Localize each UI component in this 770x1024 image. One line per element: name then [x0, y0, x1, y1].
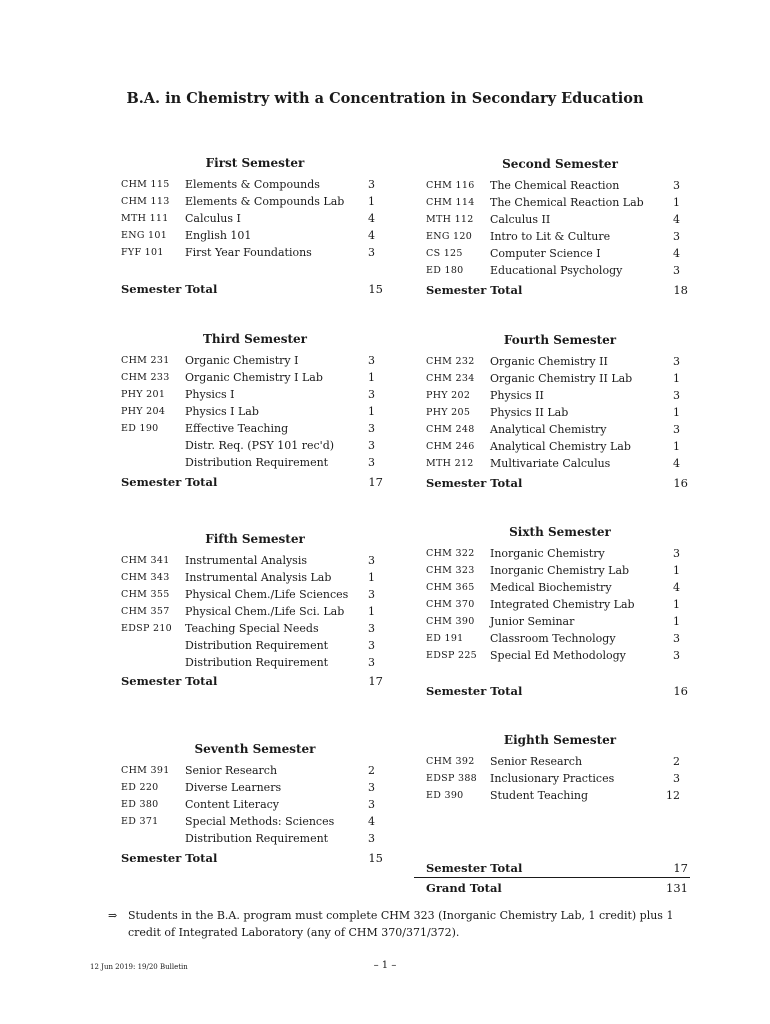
course-name: Medical Biochemistry — [490, 581, 612, 594]
course-name: Diverse Learners — [185, 781, 282, 794]
course-credits: 3 — [673, 179, 680, 192]
course-name: Senior Research — [185, 764, 278, 777]
course-code: ED 191 — [426, 633, 464, 644]
course-credits: 3 — [673, 230, 680, 243]
semester-title: Sixth Semester — [509, 525, 611, 539]
course-code: ENG 120 — [426, 231, 473, 242]
semester-title: Second Semester — [502, 157, 618, 171]
course-code: MTH 111 — [121, 213, 169, 224]
course-name: Inorganic Chemistry Lab — [490, 564, 630, 577]
course-credits: 1 — [368, 605, 375, 618]
course-credits: 2 — [673, 755, 680, 768]
course-credits: 3 — [368, 246, 375, 259]
course-name: Inorganic Chemistry — [490, 547, 605, 560]
semester-total-row — [121, 849, 383, 867]
course-name: Senior Research — [490, 755, 583, 768]
course-row — [121, 437, 389, 454]
course-row — [121, 420, 389, 437]
course-row — [426, 404, 694, 421]
course-name: Organic Chemistry I — [185, 354, 299, 367]
course-name: Distr. Req. (PSY 101 rec'd) — [185, 439, 335, 452]
course-row — [426, 579, 694, 596]
course-credits: 3 — [368, 781, 375, 794]
course-row — [426, 596, 694, 613]
semester-title: First Semester — [205, 156, 305, 170]
course-credits: 3 — [673, 264, 680, 277]
course-credits: 4 — [368, 212, 375, 225]
semester-total-value: 17 — [368, 674, 383, 688]
course-name: Teaching Special Needs — [185, 622, 319, 635]
course-code: ED 390 — [426, 790, 464, 801]
course-code: CHM 343 — [121, 572, 170, 583]
course-name: Organic Chemistry II Lab — [490, 372, 633, 385]
course-row — [426, 647, 694, 664]
course-code: CHM 231 — [121, 355, 170, 366]
course-code: PHY 204 — [121, 406, 166, 417]
course-row — [426, 211, 694, 228]
semester-title: Fourth Semester — [503, 333, 617, 347]
course-code: CHM 357 — [121, 606, 170, 617]
semester-total-row — [426, 474, 688, 492]
semester-block — [426, 523, 694, 664]
course-credits: 3 — [673, 649, 680, 662]
course-code: ENG 101 — [121, 230, 168, 241]
course-name: Instrumental Analysis — [185, 554, 307, 567]
course-name: Intro to Lit & Culture — [490, 230, 611, 243]
semester-total-row — [426, 281, 688, 299]
course-code: CHM 365 — [426, 582, 475, 593]
program-note-text: Students in the B.A. program must complete CHM 323 (Inorganic Chemistry Lab, 1 credit) plus 1 credit of Integrated Laboratory (any of CHM 370/371/372). — [128, 909, 674, 939]
semester-block — [426, 331, 694, 472]
course-code: CHM 246 — [426, 441, 475, 452]
course-name: Elements & Compounds Lab — [185, 195, 345, 208]
course-name: Physics I — [185, 388, 235, 401]
course-credits: 3 — [673, 423, 680, 436]
semester-total-value: 17 — [368, 475, 383, 489]
course-row — [121, 210, 389, 227]
course-row — [121, 454, 389, 471]
course-credits: 1 — [673, 372, 680, 385]
course-row — [121, 244, 389, 261]
course-code: FYF 101 — [121, 247, 164, 258]
semester-block — [426, 731, 694, 804]
course-code: PHY 205 — [426, 407, 471, 418]
course-name: The Chemical Reaction — [490, 179, 620, 192]
grand-total-row — [426, 879, 688, 897]
course-name: First Year Foundations — [185, 246, 312, 259]
course-name: Physics II — [490, 389, 544, 402]
course-credits: 1 — [368, 405, 375, 418]
course-code: MTH 212 — [426, 458, 474, 469]
course-name: Distribution Requirement — [185, 832, 329, 845]
course-name: Inclusionary Practices — [490, 772, 615, 785]
semester-total-value: 16 — [673, 684, 688, 698]
course-row — [426, 177, 694, 194]
course-credits: 1 — [368, 371, 375, 384]
course-credits: 3 — [368, 639, 375, 652]
course-row — [121, 403, 389, 420]
course-name: Content Literacy — [185, 798, 279, 811]
course-code: CHM 392 — [426, 756, 475, 767]
course-row — [426, 455, 694, 472]
semester-total-row — [121, 473, 383, 491]
course-credits: 3 — [673, 355, 680, 368]
bulletin-date: 12 Jun 2019: 19/20 Bulletin — [90, 963, 188, 971]
course-credits: 3 — [368, 178, 375, 191]
semester-total-label: Semester Total — [426, 283, 523, 297]
course-name: Analytical Chemistry — [490, 423, 607, 436]
course-credits: 3 — [673, 632, 680, 645]
grand-total-value: 131 — [666, 881, 688, 895]
course-code: ED 380 — [121, 799, 159, 810]
grand-total-rule — [414, 877, 690, 878]
semester-total-row — [426, 859, 688, 877]
semester-total-value: 15 — [368, 851, 383, 865]
course-row — [121, 762, 389, 779]
course-name: Multivariate Calculus — [490, 457, 611, 470]
semester-block — [121, 530, 389, 671]
course-name: Educational Psychology — [490, 264, 623, 277]
course-row — [121, 830, 389, 847]
course-code: CHM 341 — [121, 555, 170, 566]
semester-block — [121, 154, 389, 261]
course-code: PHY 202 — [426, 390, 471, 401]
course-code: ED 371 — [121, 816, 159, 827]
course-row — [121, 569, 389, 586]
course-credits: 4 — [673, 213, 680, 226]
semester-total-label: Semester Total — [121, 674, 218, 688]
course-name: Computer Science I — [490, 247, 601, 260]
course-credits: 1 — [368, 195, 375, 208]
course-row — [121, 369, 389, 386]
course-name: Physics I Lab — [185, 405, 259, 418]
course-code: CHM 114 — [426, 197, 475, 208]
course-row — [121, 620, 389, 637]
course-row — [426, 421, 694, 438]
course-code: EDSP 388 — [426, 773, 478, 784]
course-credits: 3 — [368, 832, 375, 845]
course-credits: 3 — [368, 456, 375, 469]
course-credits: 4 — [368, 815, 375, 828]
course-credits: 1 — [673, 615, 680, 628]
course-row — [121, 352, 389, 369]
course-name: The Chemical Reaction Lab — [490, 196, 644, 209]
course-code: CHM 370 — [426, 599, 475, 610]
course-row — [426, 562, 694, 579]
course-code: CHM 233 — [121, 372, 170, 383]
course-name: Organic Chemistry II — [490, 355, 608, 368]
grand-total-label: Grand Total — [426, 881, 502, 895]
course-name: Elements & Compounds — [185, 178, 320, 191]
course-credits: 3 — [368, 798, 375, 811]
course-row — [121, 654, 389, 671]
semester-block — [121, 330, 389, 471]
course-credits: 1 — [673, 196, 680, 209]
course-code: CHM 322 — [426, 548, 475, 559]
course-credits: 3 — [673, 547, 680, 560]
course-code: CHM 232 — [426, 356, 475, 367]
course-credits: 3 — [673, 389, 680, 402]
semester-block — [121, 740, 389, 847]
course-name: Junior Seminar — [490, 615, 575, 628]
course-row — [426, 194, 694, 211]
course-row — [426, 262, 694, 279]
course-credits: 3 — [368, 554, 375, 567]
course-row — [121, 552, 389, 569]
course-code: ED 190 — [121, 423, 159, 434]
course-credits: 3 — [368, 588, 375, 601]
semester-total-value: 17 — [673, 861, 688, 875]
course-credits: 1 — [673, 440, 680, 453]
page-title: B.A. in Chemistry with a Concentration in Secondary Education — [126, 90, 644, 107]
course-row — [426, 387, 694, 404]
course-row — [426, 245, 694, 262]
course-name: Physical Chem./Life Sci. Lab — [185, 605, 345, 618]
course-name: Distribution Requirement — [185, 656, 329, 669]
course-name: Distribution Requirement — [185, 639, 329, 652]
semester-total-value: 18 — [673, 283, 688, 297]
course-row — [121, 193, 389, 210]
semester-total-label: Semester Total — [426, 476, 523, 490]
semester-title: Fifth Semester — [205, 532, 305, 546]
course-credits: 1 — [673, 406, 680, 419]
course-code: CHM 248 — [426, 424, 475, 435]
course-credits: 12 — [666, 789, 680, 802]
course-row — [121, 603, 389, 620]
course-row — [426, 753, 694, 770]
course-name: Effective Teaching — [185, 422, 289, 435]
course-row — [121, 637, 389, 654]
course-name: Physics II Lab — [490, 406, 569, 419]
course-row — [121, 779, 389, 796]
semester-title: Eighth Semester — [503, 733, 617, 747]
course-row — [426, 545, 694, 562]
course-row — [426, 438, 694, 455]
semester-block — [426, 155, 694, 279]
semester-title: Seventh Semester — [194, 742, 316, 756]
course-name: Physical Chem./Life Sciences — [185, 588, 349, 601]
course-code: CHM 390 — [426, 616, 475, 627]
course-row — [121, 227, 389, 244]
course-credits: 4 — [673, 457, 680, 470]
course-name: Integrated Chemistry Lab — [490, 598, 635, 611]
course-credits: 1 — [673, 598, 680, 611]
course-row — [426, 353, 694, 370]
course-code: PHY 201 — [121, 389, 166, 400]
semester-title: Third Semester — [203, 332, 307, 346]
course-name: Special Methods: Sciences — [185, 815, 335, 828]
course-credits: 4 — [368, 229, 375, 242]
course-row — [426, 770, 694, 787]
course-name: Instrumental Analysis Lab — [185, 571, 332, 584]
course-row — [121, 386, 389, 403]
semester-total-value: 15 — [368, 282, 383, 296]
course-code: CHM 323 — [426, 565, 475, 576]
course-credits: 3 — [368, 422, 375, 435]
course-code: CHM 355 — [121, 589, 170, 600]
course-credits: 3 — [368, 388, 375, 401]
course-credits: 1 — [368, 571, 375, 584]
course-row — [121, 586, 389, 603]
course-credits: 3 — [673, 772, 680, 785]
course-row — [426, 613, 694, 630]
semester-total-row — [121, 672, 383, 690]
course-name: Organic Chemistry I Lab — [185, 371, 323, 384]
course-name: Analytical Chemistry Lab — [490, 440, 631, 453]
course-credits: 3 — [368, 439, 375, 452]
course-name: Distribution Requirement — [185, 456, 329, 469]
semester-total-label: Semester Total — [426, 861, 523, 875]
course-code: CHM 115 — [121, 179, 170, 190]
course-name: Special Ed Methodology — [490, 649, 626, 662]
course-name: Classroom Technology — [490, 632, 616, 645]
course-row — [426, 370, 694, 387]
course-credits: 2 — [368, 764, 375, 777]
course-credits: 4 — [673, 581, 680, 594]
course-row — [121, 796, 389, 813]
course-code: CHM 391 — [121, 765, 170, 776]
course-code: CHM 116 — [426, 180, 475, 191]
course-code: CHM 234 — [426, 373, 475, 384]
semester-total-row — [426, 682, 688, 700]
course-credits: 4 — [673, 247, 680, 260]
semester-total-label: Semester Total — [121, 282, 218, 296]
course-name: Calculus I — [185, 212, 241, 225]
course-credits: 1 — [673, 564, 680, 577]
course-code: CHM 113 — [121, 196, 170, 207]
course-code: ED 180 — [426, 265, 464, 276]
course-row — [426, 787, 694, 804]
course-code: ED 220 — [121, 782, 159, 793]
right-arrow-icon: ⇒ — [108, 909, 118, 922]
course-row — [426, 228, 694, 245]
semester-total-value: 16 — [673, 476, 688, 490]
course-code: EDSP 210 — [121, 623, 173, 634]
course-code: CS 125 — [426, 248, 463, 259]
semester-total-label: Semester Total — [121, 851, 218, 865]
semester-total-label: Semester Total — [121, 475, 218, 489]
course-code: EDSP 225 — [426, 650, 478, 661]
page-number: – 1 – — [373, 960, 397, 971]
course-row — [426, 630, 694, 647]
course-credits: 3 — [368, 622, 375, 635]
semester-total-label: Semester Total — [426, 684, 523, 698]
course-name: Student Teaching — [490, 789, 589, 802]
course-row — [121, 813, 389, 830]
semester-total-row — [121, 280, 383, 298]
course-row — [121, 176, 389, 193]
course-name: English 101 — [185, 229, 252, 242]
course-credits: 3 — [368, 656, 375, 669]
course-credits: 3 — [368, 354, 375, 367]
course-name: Calculus II — [490, 213, 551, 226]
course-code: MTH 112 — [426, 214, 474, 225]
